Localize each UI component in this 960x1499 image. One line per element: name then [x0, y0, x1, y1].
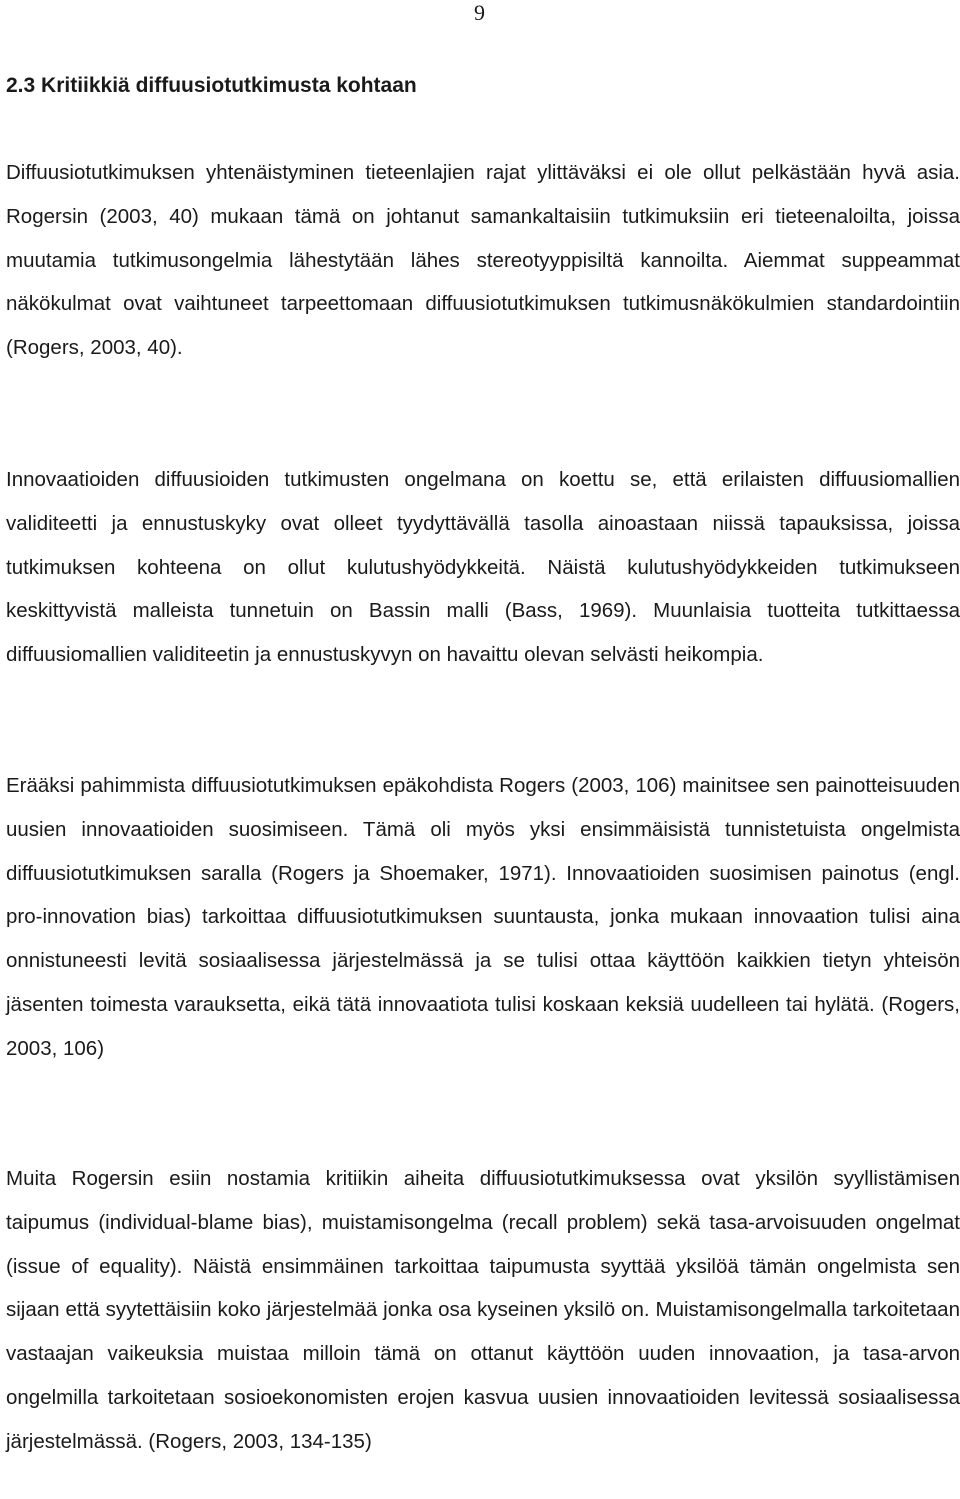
page-number: 9: [474, 0, 485, 25]
body-paragraph: Diffuusiotutkimuksen yhtenäistyminen tieteenlajien rajat ylittäväksi ei ole ollut pelkästään hyvä asia. Rogersin (2003, 40) mukaan tämä on johtanut samankaltaisiin tutkimuksiin eri tieteenaloilta, joissa muutamia tutkimusongelmia lähestytään lähes stereotyyppisiltä kannoilta. Aiemmat suppeammat näkökulmat ovat vaihtuneet tarpeettomaan diffuusiotutkimuksen tutkimusnäkökulmien standardointiin (Rogers, 2003, 40).: [6, 161, 960, 360]
section-heading: 2.3 Kritiikkiä diffuusiotutkimusta kohtaan: [6, 74, 417, 97]
body-paragraph: Innovaatioiden diffuusioiden tutkimusten ongelmana on koettu se, että erilaisten diffuusiomallien validiteetti ja ennustuskyky ovat olleet tyydyttävällä tasolla ainoastaan niissä tapauksissa, joissa tutkimuksen kohteena on ollut kulutushyödykkeitä. Näistä kulutushyödykkeiden tutkimukseen keskittyvistä malleista tunnetuin on Bassin malli (Bass, 1969). Muunlaisia tuotteita tutkittaessa diffuusiomallien validiteetin ja ennustuskyvyn on havaittu olevan selvästi heikompia.: [6, 468, 960, 667]
body-paragraph: Muita Rogersin esiin nostamia kritiikin aiheita diffuusiotutkimuksessa ovat yksilön syyllistämisen taipumus (individual-blame bias), muistamisongelma (recall problem) sekä tasa-arvoisuuden ongelmat (issue of equality). Näistä ensimmäinen tarkoittaa taipumusta syyttää yksilöä tämän ongelmista sen sijaan että syytettäisiin koko järjestelmää jonka osa kyseinen yksilö on. Muistamisongelmalla tarkoitetaan vastaajan vaikeuksia muistaa milloin tämä on ottanut käyttöön uuden innovaation, ja tasa-arvon ongelmilla tarkoitetaan sosioekonomisten erojen kasvua uusien innovaatioiden levitessä sosiaalisessa järjestelmässä. (Rogers, 2003, 134-135): [6, 1167, 960, 1453]
body-paragraph: Erääksi pahimmista diffuusiotutkimuksen epäkohdista Rogers (2003, 106) mainitsee sen painotteisuuden uusien innovaatioiden suosimiseen. Tämä oli myös yksi ensimmäisistä tunnistetuista ongelmista diffuusiotutkimuksen saralla (Rogers ja Shoemaker, 1971). Innovaatioiden suosimisen painotus (engl. pro-innovation bias) tarkoittaa diffuusiotutkimuksen suuntausta, jonka mukaan innovaation tulisi aina onnistuneesti levitä sosiaalisessa järjestelmässä ja se tulisi ottaa käyttöön kaikkien tietyn yhteisön jäsenten toimesta varauksetta, eikä tätä innovaatiota tulisi koskaan keksiä uudelleen tai hylätä. (Rogers, 2003, 106): [6, 774, 960, 1060]
